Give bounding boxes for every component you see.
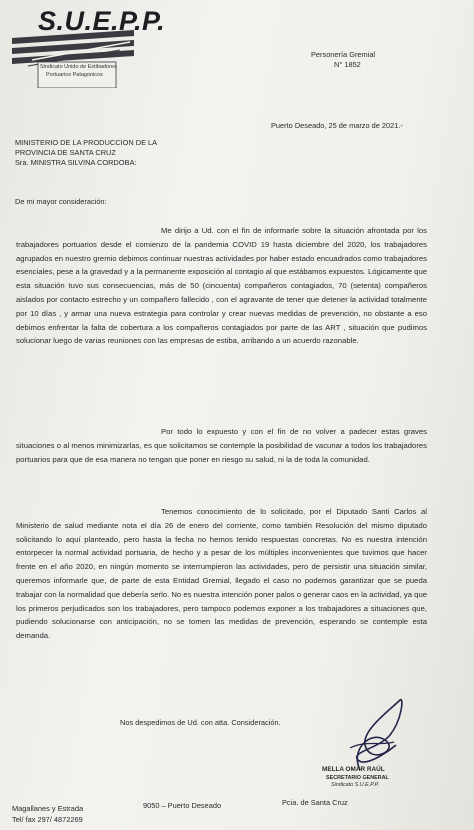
logo-subtitle-line1: Sindicato Unido de Estibadores <box>40 64 117 70</box>
logo-title: S.U.E.P.P. <box>38 6 166 36</box>
logo-subtitle-line2: Portuarios Patagonicos <box>46 72 103 78</box>
place-date: Puerto Deseado, 25 de marzo de 2021.- <box>271 121 403 130</box>
addressee-line3: Sra. MINISTRA SILVINA CORDOBA: <box>15 158 137 167</box>
paragraph-2 <box>16 425 427 466</box>
closing: Nos despedimos de Ud. con atta. Consideración. <box>120 718 281 727</box>
signatory-name: MELLA OMAR RAÚL <box>322 766 385 773</box>
footer-phone: Tel/ fax 297/ 4872269 <box>12 815 83 824</box>
addressee-line1: MINISTERIO DE LA PRODUCCION DE LA <box>15 138 158 147</box>
paragraph-3-text: Tenemos conocimiento de lo solicitado, por el Diputado Santi Carlos al Ministerio de salud mediante nota el día 26 de enero del corriente, como también Resolución del mismo diputado solicitando lo aquí planteado, pero hasta la fecha no hemos tenido respuestas concretas. No es nuestra intención entorpecer la normal actividad portuaria, de hecho y a pesar de los múltiples inconvenientes que tuvimos que hacer frente en el año 2020, en ningún momento se interrumpieron las actividades, pero de persistir una situación similar, queremos informarle que, de parte de esta Entidad Gremial, llegado el caso no podemos garantizar que se pueda trabajar con la normalidad que debería serlo. No es nuestra intención poner palos o generar caos en la actividad, ya que los primeros perjudicados son los trabajadores, pero tampoco podemos exponer a los trabajadores a situaciones que, pudiendo solucionarse con anticipación, no se tomen las medidas de prevención, esperando se contemple esta demanda. <box>16 507 427 641</box>
personeria-number: N° 1852 <box>334 60 361 69</box>
signatory-role: SECRETARIO GENERAL <box>326 775 389 781</box>
greeting: De mi mayor consideración: <box>15 197 107 206</box>
paragraph-3 <box>16 505 427 643</box>
signatory-org: Sindicato S.U.E.P.P. <box>331 782 380 788</box>
addressee-line2: PROVINCIA DE SANTA CRUZ <box>15 148 116 157</box>
paragraph-1-text: Me dirijo a Ud. con el fin de informarle sobre la situación afrontada por los trabajadores portuarios desde el comienzo de la pandemia COVID 19 hasta diciembre del 2020, los trabajadores agrupados en nuestro gremio debimos continuar nuestras actividades por haber estado encuadrados como trabajadores esenciales, pese a la gravedad y a la permanente exposición al contagio al que estábamos expuestos. Lógicamente que esta situación tuvo sus consecuencias, más de 50 (cincuenta) compañeros contagiados, 70 (setenta) compañeros aislados por contacto estrecho y un compañero fallecido , con el agravante de tener que detener la actividad totalmente por 10 días , y armar una nueva estrategia para controlar y crear nuevas medidas de prevención, no obstante a eso debimos enfrentar la falta de cobertura a los compañeros contagiados por parte de las ART , situación que pudimos solucionar luego de varias reuniones con las empresas de estiba, arribando a un acuerdo razonable. <box>16 226 427 346</box>
footer-address: Magallanes y Estrada <box>12 804 84 813</box>
personeria-gremial: Personería Gremial <box>311 50 376 59</box>
footer-postal: 9050 – Puerto Deseado <box>143 801 222 810</box>
paragraph-1 <box>16 224 427 348</box>
paragraph-2-text: Por todo lo expuesto y con el fin de no volver a padecer estas graves situaciones o al menos minimizarlas, es que solicitamos se contemple la posibilidad de vacunar a todos los trabajadores portuarios para que de esa manera no tengan que poner en riesgo su salud, ni la de toda la comunidad. <box>16 427 427 464</box>
footer-province: Pcia. de Santa Cruz <box>282 798 348 807</box>
